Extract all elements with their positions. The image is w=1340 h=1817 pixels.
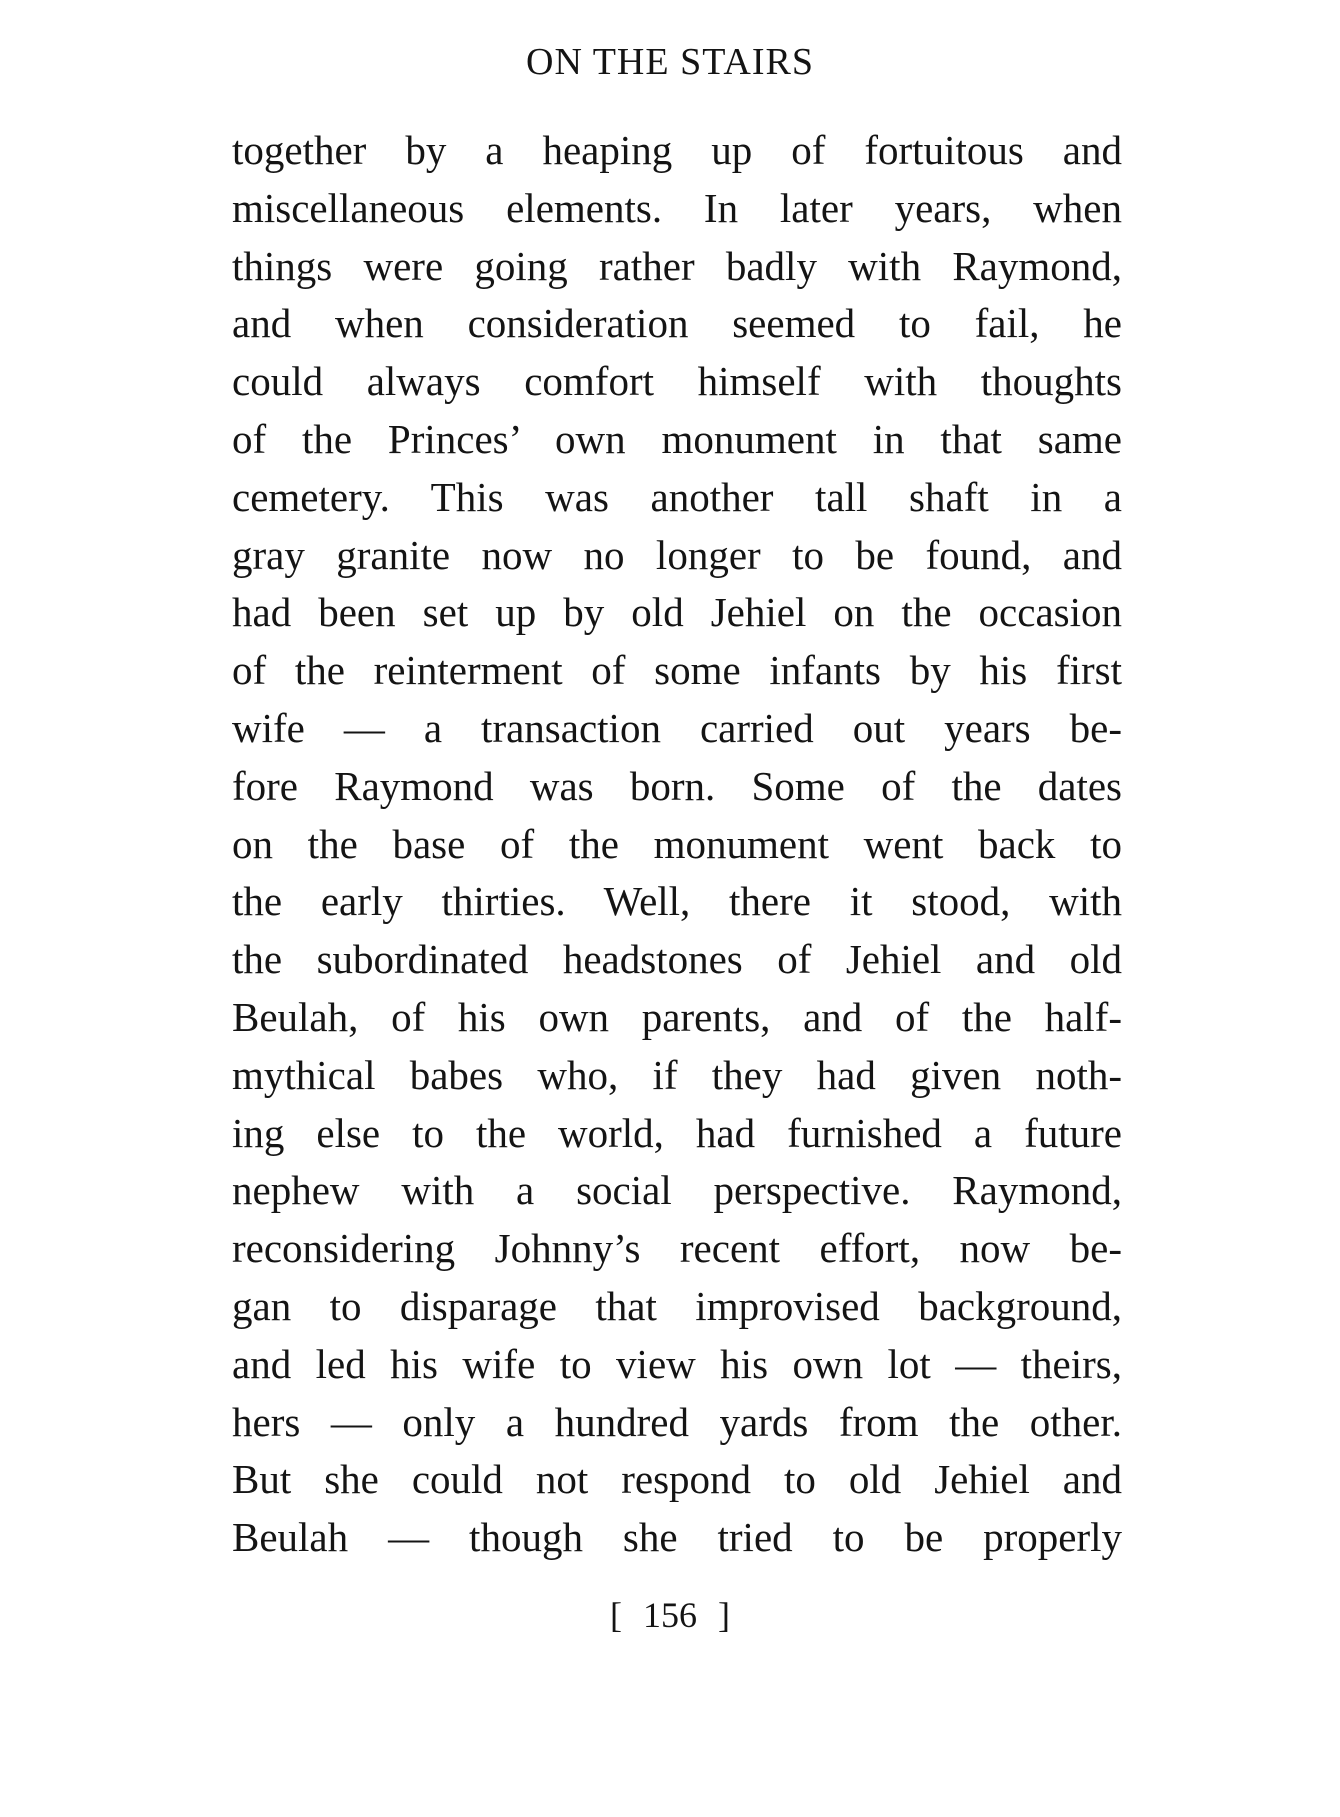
page-number: [ 156 ] (610, 1595, 730, 1635)
text-line: things were going rather badly with Raymond, (232, 242, 1122, 289)
text-line: But she could not respond to old Jehiel and (232, 1456, 1122, 1503)
text-line: of the Princes’ own monument in that same (232, 415, 1122, 462)
text-line: could always comfort himself with thoughts (232, 358, 1122, 405)
text-line: nephew with a social perspective. Raymond, (232, 1167, 1122, 1214)
text-line: miscellaneous elements. In later years, when (232, 184, 1122, 231)
text-line: Beulah, of his own parents, and of the half- (232, 993, 1122, 1040)
text-line: cemetery. This was another tall shaft in a (232, 473, 1122, 520)
text-line: and led his wife to view his own lot — theirs, (232, 1340, 1122, 1387)
text-line: reconsidering Johnny’s recent effort, now be- (232, 1225, 1122, 1272)
text-line: hers — only a hundred yards from the other. (232, 1398, 1122, 1445)
text-line: gray granite now no longer to be found, and (232, 531, 1122, 578)
text-line: the early thirties. Well, there it stood, with (232, 878, 1122, 925)
text-line: Beulah — though she tried to be properly (232, 1514, 1122, 1561)
running-head: ON THE STAIRS (526, 41, 814, 83)
text-line: gan to disparage that improvised background, (232, 1282, 1122, 1329)
text-line: of the reinterment of some infants by his first (232, 647, 1122, 694)
text-line: together by a heaping up of fortuitous and (232, 127, 1122, 173)
text-line: the subordinated headstones of Jehiel and old (232, 936, 1122, 983)
text-line: and when consideration seemed to fail, he (232, 300, 1122, 347)
text-line: wife — a transaction carried out years be- (232, 704, 1122, 751)
text-line: fore Raymond was born. Some of the dates (232, 762, 1122, 809)
text-line: mythical babes who, if they had given noth- (232, 1051, 1122, 1098)
body-text (232, 122, 1122, 1567)
text-line: had been set up by old Jehiel on the occasion (232, 589, 1122, 636)
text-line: on the base of the monument went back to (232, 820, 1122, 867)
text-line: ing else to the world, had furnished a future (232, 1109, 1122, 1156)
